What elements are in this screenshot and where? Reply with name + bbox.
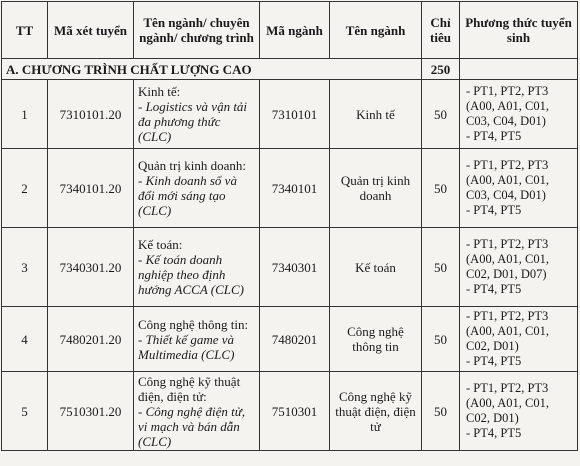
section-row <box>2 59 578 80</box>
method-line: C02, D01, D07) <box>466 267 547 281</box>
header-tt: TT <box>2 2 48 59</box>
row-program <box>134 80 260 149</box>
row-tt: 4 <box>2 307 48 372</box>
header-phuong-thuc: Phương thức tuyển sinh <box>460 2 578 59</box>
method-line: C02, D01) <box>466 411 519 425</box>
method-line: (A00, A01, C01, <box>466 324 549 338</box>
row-tt: 5 <box>2 372 48 451</box>
section-empty-cell <box>460 59 578 80</box>
table-row <box>2 149 578 228</box>
method-line: C02, D01) <box>466 339 519 353</box>
row-tt: 1 <box>2 80 48 149</box>
row-chi-tieu: 50 <box>422 307 460 372</box>
row-program <box>134 228 260 307</box>
method-line: C03, C04, D01) <box>466 114 546 128</box>
row-ten-nganh: Kinh tế <box>330 80 422 149</box>
row-ten-nganh: Công nghệ thông tin <box>330 307 422 372</box>
row-ten-nganh: Quản trị kinh doanh <box>330 149 422 228</box>
program-track: - Công nghệ điện tử, vi mạch và bán dẫn (CLC) <box>138 403 246 449</box>
table-row <box>2 80 578 149</box>
method-line: - PT1, PT2, PT3 <box>466 381 549 395</box>
method-line: - PT1, PT2, PT3 <box>466 309 549 323</box>
method-line: - PT1, PT2, PT3 <box>466 237 549 251</box>
row-ma-xet-tuyen: 7340101.20 <box>48 149 134 228</box>
header-row <box>2 2 578 59</box>
method-line: - PT1, PT2, PT3 <box>466 158 549 172</box>
header-ten-nganh-chuyen-nganh: Tên ngành/ chuyên ngành/ chương trình <box>134 2 260 59</box>
row-ma-xet-tuyen: 7510301.20 <box>48 372 134 451</box>
row-chi-tieu: 50 <box>422 228 460 307</box>
program-track: - Thiết kế game và Multimedia (CLC) <box>138 331 235 362</box>
row-chi-tieu: 50 <box>422 80 460 149</box>
row-methods <box>460 80 578 149</box>
method-line: - PT4, PT5 <box>466 203 522 217</box>
row-ma-xet-tuyen: 7310101.20 <box>48 80 134 149</box>
row-ma-nganh: 7340301 <box>260 228 330 307</box>
program-name: Kế toán: <box>138 237 183 252</box>
row-chi-tieu: 50 <box>422 149 460 228</box>
row-methods <box>460 228 578 307</box>
header-chi-tieu: Chỉ tiêu <box>422 2 460 59</box>
method-line: (A00, A01, C01, <box>466 252 549 266</box>
row-ma-xet-tuyen: 7340301.20 <box>48 228 134 307</box>
program-track: - Logistics và vận tải đa phương thức (CLC) <box>138 99 248 144</box>
header-ma-xet-tuyen: Mã xét tuyển <box>48 2 134 59</box>
row-ma-nganh: 7510301 <box>260 372 330 451</box>
row-ma-xet-tuyen: 7480201.20 <box>48 307 134 372</box>
row-ten-nganh: Kế toán <box>330 228 422 307</box>
header-ma-nganh: Mã ngành <box>260 2 330 59</box>
program-name: Quản trị kinh doanh: <box>138 158 246 173</box>
table-row <box>2 372 578 451</box>
program-track: - Kế toán doanh nghiệp theo định hướng ACCA (CLC) <box>138 252 245 297</box>
admissions-table <box>1 1 578 451</box>
row-program <box>134 149 260 228</box>
header-ten-nganh: Tên ngành <box>330 2 422 59</box>
row-ten-nganh: Công nghệ kỹ thuật điện, điện tử <box>330 372 422 451</box>
row-tt: 2 <box>2 149 48 228</box>
row-tt: 3 <box>2 228 48 307</box>
row-ma-nganh: 7310101 <box>260 80 330 149</box>
row-chi-tieu: 50 <box>422 372 460 451</box>
program-name: Công nghệ thông tin: <box>138 316 249 332</box>
program-track: - Kinh doanh số và đổi mới sáng tạo (CLC) <box>138 173 237 218</box>
row-methods <box>460 372 578 451</box>
row-program <box>134 372 260 451</box>
method-line: (A00, A01, C01, <box>466 396 549 410</box>
row-ma-nganh: 7480201 <box>260 307 330 372</box>
method-line: (A00, A01, C01, <box>466 99 549 113</box>
table-row <box>2 307 578 372</box>
program-name: Công nghệ kỹ thuật điện, điện tử: <box>138 373 241 404</box>
table-row <box>2 228 578 307</box>
method-line: (A00, A01, C01, <box>466 173 549 187</box>
method-line: - PT4, PT5 <box>466 354 522 368</box>
method-line: C03, C04, D01) <box>466 188 546 202</box>
section-quota: 250 <box>422 59 460 80</box>
method-line: - PT4, PT5 <box>466 426 522 440</box>
row-ma-nganh: 7340101 <box>260 149 330 228</box>
method-line: - PT4, PT5 <box>466 129 522 143</box>
row-methods <box>460 307 578 372</box>
method-line: - PT1, PT2, PT3 <box>466 84 549 98</box>
program-name: Kinh tế: <box>138 84 181 99</box>
row-methods <box>460 149 578 228</box>
method-line: - PT4, PT5 <box>466 282 522 296</box>
section-title: A. CHƯƠNG TRÌNH CHẤT LƯỢNG CAO <box>2 59 422 80</box>
row-program <box>134 307 260 372</box>
